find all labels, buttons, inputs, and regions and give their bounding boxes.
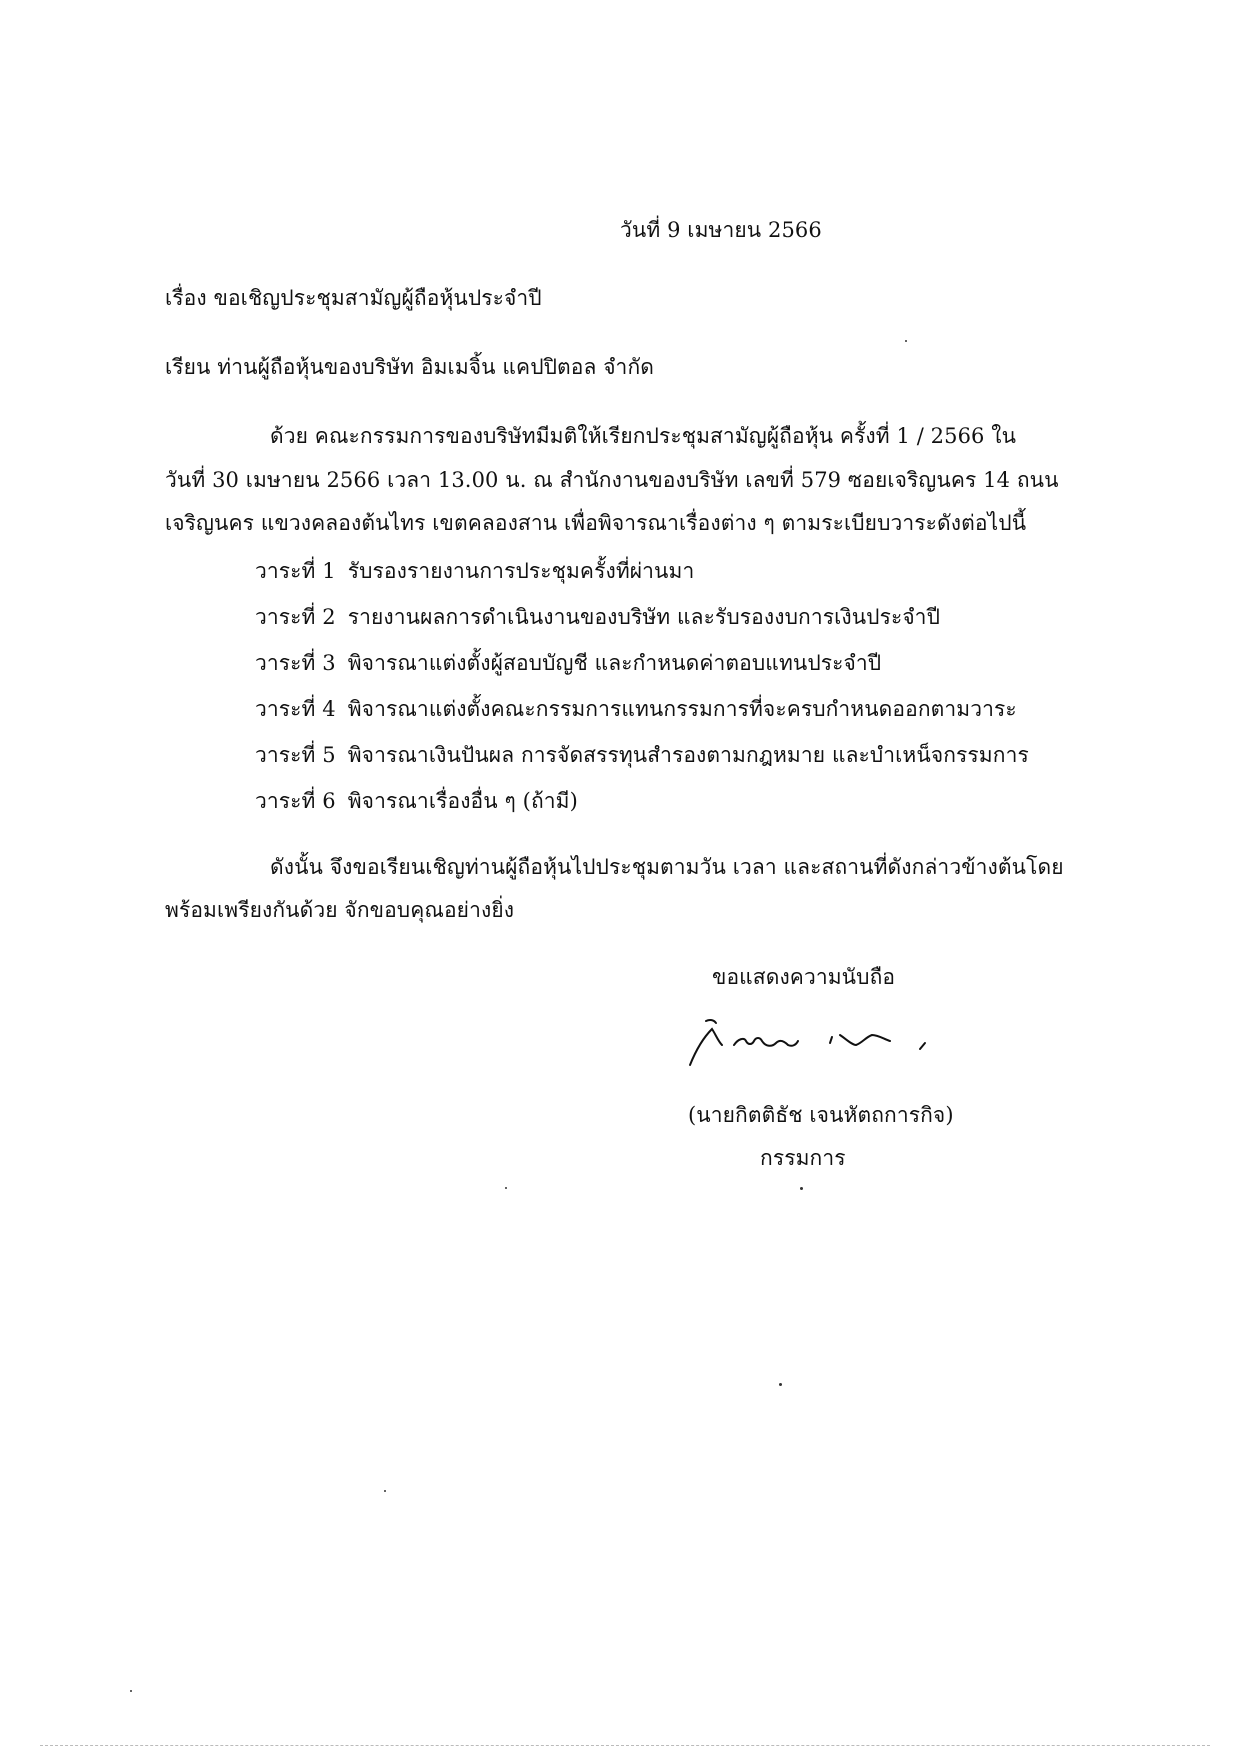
scan-speck <box>905 340 907 342</box>
agenda-item-3 <box>255 653 881 674</box>
signer-name: (นายกิตติธัช เจนหัตถการกิจ) <box>688 1103 954 1127</box>
agenda-text: รับรองรายงานการประชุมครั้งที่ผ่านมา <box>347 559 695 583</box>
letter-date: วันที่ 9 เมษายน 2566 <box>620 218 822 242</box>
page-edge-line <box>40 1745 1210 1746</box>
body-line-3: เจริญนคร แขวงคลองต้นไทร เขตคลองสาน เพื่อพิจารณาเรื่องต่าง ๆ ตามระเบียบวาระดังต่อไปนี้ <box>165 511 1027 535</box>
scan-speck <box>505 1187 507 1189</box>
agenda-text: พิจารณาแต่งตั้งคณะกรรมการแทนกรรมการที่จะครบกำหนดออกตามวาระ <box>347 697 1017 721</box>
agenda-item-4 <box>255 699 1017 720</box>
agenda-item-6 <box>255 791 578 812</box>
agenda-text: รายงานผลการดำเนินงานของบริษัท และรับรองงบการเงินประจำปี <box>347 605 940 629</box>
closing-phrase: ขอแสดงความนับถือ <box>712 965 896 989</box>
scan-speck <box>130 1690 132 1692</box>
agenda-text: พิจารณาแต่งตั้งผู้สอบบัญชี และกำหนดค่าตอบแทนประจำปี <box>347 651 882 675</box>
agenda-text: พิจารณาเรื่องอื่น ๆ (ถ้ามี) <box>347 789 578 813</box>
agenda-text: พิจารณาเงินปันผล การจัดสรรทุนสำรองตามกฎหมาย และบำเหน็จกรรมการ <box>347 743 1029 767</box>
letter-subject: เรื่อง ขอเชิญประชุมสามัญผู้ถือหุ้นประจำปี <box>165 286 542 310</box>
agenda-number: วาระที่ 2 <box>255 605 336 629</box>
scan-speck <box>800 1187 803 1190</box>
body-line-2: วันที่ 30 เมษายน 2566 เวลา 13.00 น. ณ สำนักงานของบริษัท เลขที่ 579 ซอยเจริญนคร 14 ถนน <box>165 468 1059 492</box>
agenda-number: วาระที่ 3 <box>255 651 336 675</box>
agenda-item-1 <box>255 561 694 582</box>
conclusion-line-1: ดังนั้น จึงขอเรียนเชิญท่านผู้ถือหุ้นไปประชุมตามวัน เวลา และสถานที่ดังกล่าวข้างต้นโดย <box>270 855 1064 879</box>
conclusion-line-2: พร้อมเพรียงกันด้วย จักขอบคุณอย่างยิ่ง <box>165 898 515 922</box>
agenda-item-2 <box>255 607 940 628</box>
agenda-number: วาระที่ 5 <box>255 743 336 767</box>
scan-speck <box>779 1383 782 1386</box>
agenda-number: วาระที่ 6 <box>255 789 336 813</box>
scan-speck <box>384 1490 386 1492</box>
letter-salutation: เรียน ท่านผู้ถือหุ้นของบริษัท อิมเมจิ้น แคปปิตอล จำกัด <box>165 355 655 379</box>
body-line-1: ด้วย คณะกรรมการของบริษัทมีมติให้เรียกประชุมสามัญผู้ถือหุ้น ครั้งที่ 1 / 2566 ใน <box>270 424 1017 448</box>
agenda-number: วาระที่ 4 <box>255 697 336 721</box>
signature <box>680 1005 970 1080</box>
signer-position: กรรมการ <box>760 1146 846 1170</box>
agenda-number: วาระที่ 1 <box>255 559 336 583</box>
agenda-item-5 <box>255 745 1029 766</box>
